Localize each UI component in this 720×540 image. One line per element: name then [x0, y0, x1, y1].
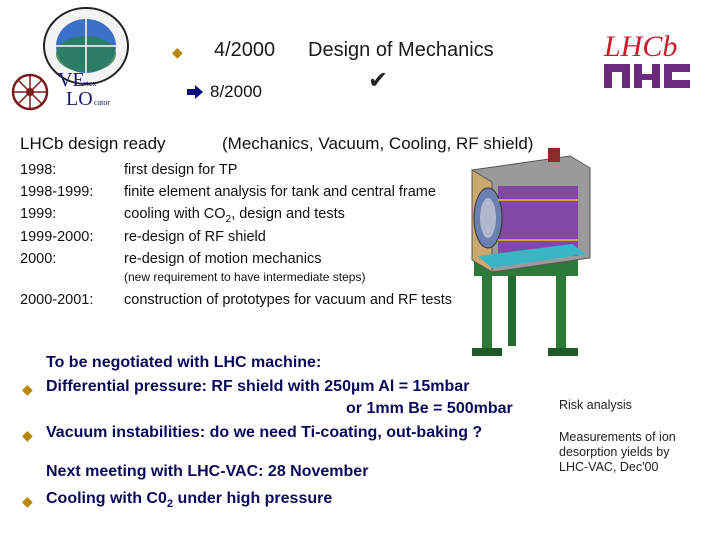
measurements-line-1: Measurements of ion: [559, 430, 676, 444]
timeline-year-2: 1998-1999:: [20, 184, 94, 200]
risk-analysis-note: Risk analysis: [559, 398, 632, 412]
co2-text-pre: cooling with CO: [124, 206, 226, 222]
cooling-subscript: 2: [166, 498, 174, 511]
cooling-text-pre: Cooling with C0: [46, 490, 167, 507]
timeline-year-3: 1999:: [20, 206, 57, 222]
status-label: LHCb design ready: [20, 134, 166, 153]
differential-pressure-line-1: Differential pressure: RF shield with 250µm Al = 15mbar: [46, 378, 470, 395]
arrow-right-icon: [186, 84, 204, 105]
timeline-text-2: finite element analysis for tank and central frame: [124, 184, 436, 200]
cooling-text-post: under high pressure: [173, 490, 333, 507]
title-date: 4/2000: [214, 39, 276, 61]
next-meeting: Next meeting with LHC-VAC: 28 November: [46, 463, 369, 480]
timeline-text-6: construction of prototypes for vacuum and RF tests: [124, 292, 453, 308]
differential-pressure-line-2: or 1mm Be = 500mbar: [346, 400, 513, 417]
measurements-line-3: LHC-VAC, Dec'00: [559, 460, 659, 474]
subtitle-date: 8/2000: [210, 82, 262, 101]
status-detail: (Mechanics, Vacuum, Cooling, RF shield): [222, 134, 534, 153]
co2-text-post: , design and tests: [231, 206, 345, 222]
timeline-year-1: 1998:: [20, 162, 57, 178]
bullet-icon-2: ◆: [22, 427, 33, 443]
title-text: Design of Mechanics: [308, 39, 494, 61]
measurements-note: [559, 430, 676, 475]
bullet-icon-3: ◆: [22, 493, 33, 509]
vacuum-tank-image: [452, 148, 594, 360]
timeline-text-1: first design for TP: [124, 162, 238, 178]
velo-logo: [8, 4, 138, 116]
timeline-text-4: re-design of RF shield: [124, 229, 266, 245]
check-icon: ✔: [368, 67, 389, 94]
logo-text-rtex: rtex: [84, 79, 97, 88]
co2-subscript: 2: [225, 213, 232, 225]
measurements-line-2: desorption yields by: [559, 445, 670, 459]
logo-text-cator: cator: [94, 98, 110, 107]
timeline-year-5: 2000:: [20, 251, 57, 267]
bullet-icon-1: ◆: [22, 381, 33, 397]
cooling-item: [46, 490, 332, 510]
title-bullet-icon: ◆: [172, 44, 183, 60]
timeline-year-6: 2000-2001:: [20, 292, 94, 308]
timeline-note: (new requirement to have intermediate steps): [124, 270, 366, 284]
timeline-text-5: re-design of motion mechanics: [124, 251, 322, 267]
lhcb-logo-text: LHCb: [604, 30, 678, 63]
logo-text-lo: LO: [66, 88, 93, 110]
lhcb-logo: [600, 22, 700, 94]
timeline-year-4: 1999-2000:: [20, 229, 94, 245]
logo-text-ve: VE: [58, 69, 85, 91]
vacuum-instabilities: Vacuum instabilities: do we need Ti-coating, out-baking ?: [46, 424, 483, 441]
negotiation-heading: To be negotiated with LHC machine:: [46, 354, 322, 371]
